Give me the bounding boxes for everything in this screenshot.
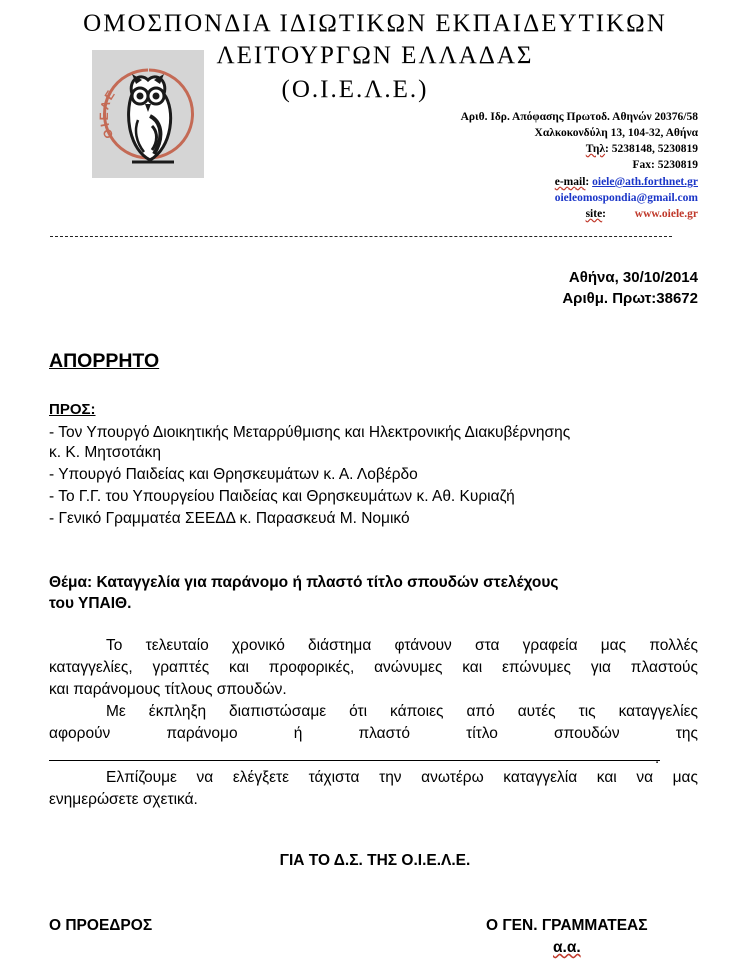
recipient-line: κ. Κ. Μητσοτάκη xyxy=(49,444,161,461)
svg-text:ΟΙΕΛΕ xyxy=(97,86,119,141)
recipient-line: - Τον Υπουργό Διοικητικής Μεταρρύθμισης και Ηλεκτρονικής Διακυβέρνησης xyxy=(49,424,571,441)
paragraph-line: αφορούν παράνομο ή πλαστό τίτλο σπουδών της xyxy=(49,725,698,742)
confidential-heading: ΑΠΟΡΡΗΤΟ xyxy=(49,350,160,372)
email-link[interactable]: oiele@ath.forthnet.gr xyxy=(592,176,698,188)
paragraph-line: και παράνομους τίτλους σπουδών. xyxy=(49,681,287,698)
president-title: Ο ΠΡΟΕΔΡΟΣ xyxy=(49,917,153,934)
blank-line-end: . xyxy=(655,750,660,767)
on-behalf-mark: α.α. xyxy=(553,939,581,956)
address: Χαλκοκονδύλη 13, 104-32, Αθήνα xyxy=(534,127,698,139)
blank-line xyxy=(49,760,660,761)
site-label: site xyxy=(585,208,603,220)
phone xyxy=(586,141,698,157)
email-row: e-mail: oiele@ath.forthnet.gr xyxy=(554,176,698,188)
owl-logo-icon xyxy=(92,50,204,178)
subject-line2: του ΥΠΑΙΘ. xyxy=(49,595,132,612)
recipients-title: ΠΡΟΣ: xyxy=(49,401,96,418)
date: Αθήνα, 30/10/2014 xyxy=(568,269,698,286)
fax: Fax: 5230819 xyxy=(632,159,698,171)
site-row: site: www.oiele.gr xyxy=(585,208,698,220)
paragraph-line: ενημερώσετε σχετικά. xyxy=(49,791,198,808)
paragraph-line: Ελπίζουμε να ελέγξετε τάχιστα την ανωτέρω καταγγελία και να μας xyxy=(106,769,698,786)
email2[interactable]: oieleomospondia@gmail.com xyxy=(554,192,698,204)
org-acronym: (Ο.Ι.Ε.Λ.Ε.) xyxy=(281,76,429,103)
council-line: ΓΙΑ ΤΟ Δ.Σ. ΤΗΣ Ο.Ι.Ε.Λ.Ε. xyxy=(279,852,471,869)
header-divider xyxy=(50,236,672,237)
paragraph-line: καταγγελίες, γραπτές και προφορικές, ανώνυμες και επώνυμες για πλαστούς xyxy=(49,659,698,676)
logo-text: ΟΙΕΛΕ xyxy=(96,86,119,141)
foundation-decision: Αριθ. Ιδρ. Απόφασης Πρωτοδ. Αθηνών 20376/58 xyxy=(460,111,698,123)
email-label: e-mail xyxy=(554,176,586,188)
paragraph-line: Το τελευταίο χρονικό διάστημα φτάνουν στα γραφεία μας πολλές xyxy=(106,637,698,654)
paragraph-line: Με έκπληξη διαπιστώσαμε ότι κάποιες από αυτές τις καταγγελίες xyxy=(106,703,698,720)
recipient-line: - Το Γ.Γ. του Υπουργείου Παιδείας και Θρησκευμάτων κ. Αθ. Κυριαζή xyxy=(49,488,515,505)
phone-label: Τηλ xyxy=(585,143,606,155)
protocol-number: Αριθμ. Πρωτ:38672 xyxy=(562,290,698,307)
site-link[interactable]: www.oiele.gr xyxy=(634,208,698,220)
org-name-line2: ΛΕΙΤΟΥΡΓΩΝ ΕΛΛΑΔΑΣ xyxy=(216,42,534,69)
phone-number: : 5238148, 5230819 xyxy=(605,143,698,155)
org-name-line1: ΟΜΟΣΠΟΝΔΙΑ ΙΔΙΩΤΙΚΩΝ ΕΚΠΑΙΔΕΥΤΙΚΩΝ xyxy=(83,10,667,37)
recipient-line: - Υπουργό Παιδείας και Θρησκευμάτων κ. Α. Λοβέρδο xyxy=(49,466,418,483)
recipient-line: - Γενικό Γραμματέα ΣΕΕΔΔ κ. Παρασκευά Μ. Νομικό xyxy=(49,510,410,527)
subject-line1: Θέμα: Καταγγελία για παράνομο ή πλαστό τίτλο σπουδών στελέχους xyxy=(49,574,559,591)
secretary-title: Ο ΓΕΝ. ΓΡΑΜΜΑΤΕΑΣ xyxy=(486,917,648,934)
owl-logo xyxy=(92,50,204,178)
